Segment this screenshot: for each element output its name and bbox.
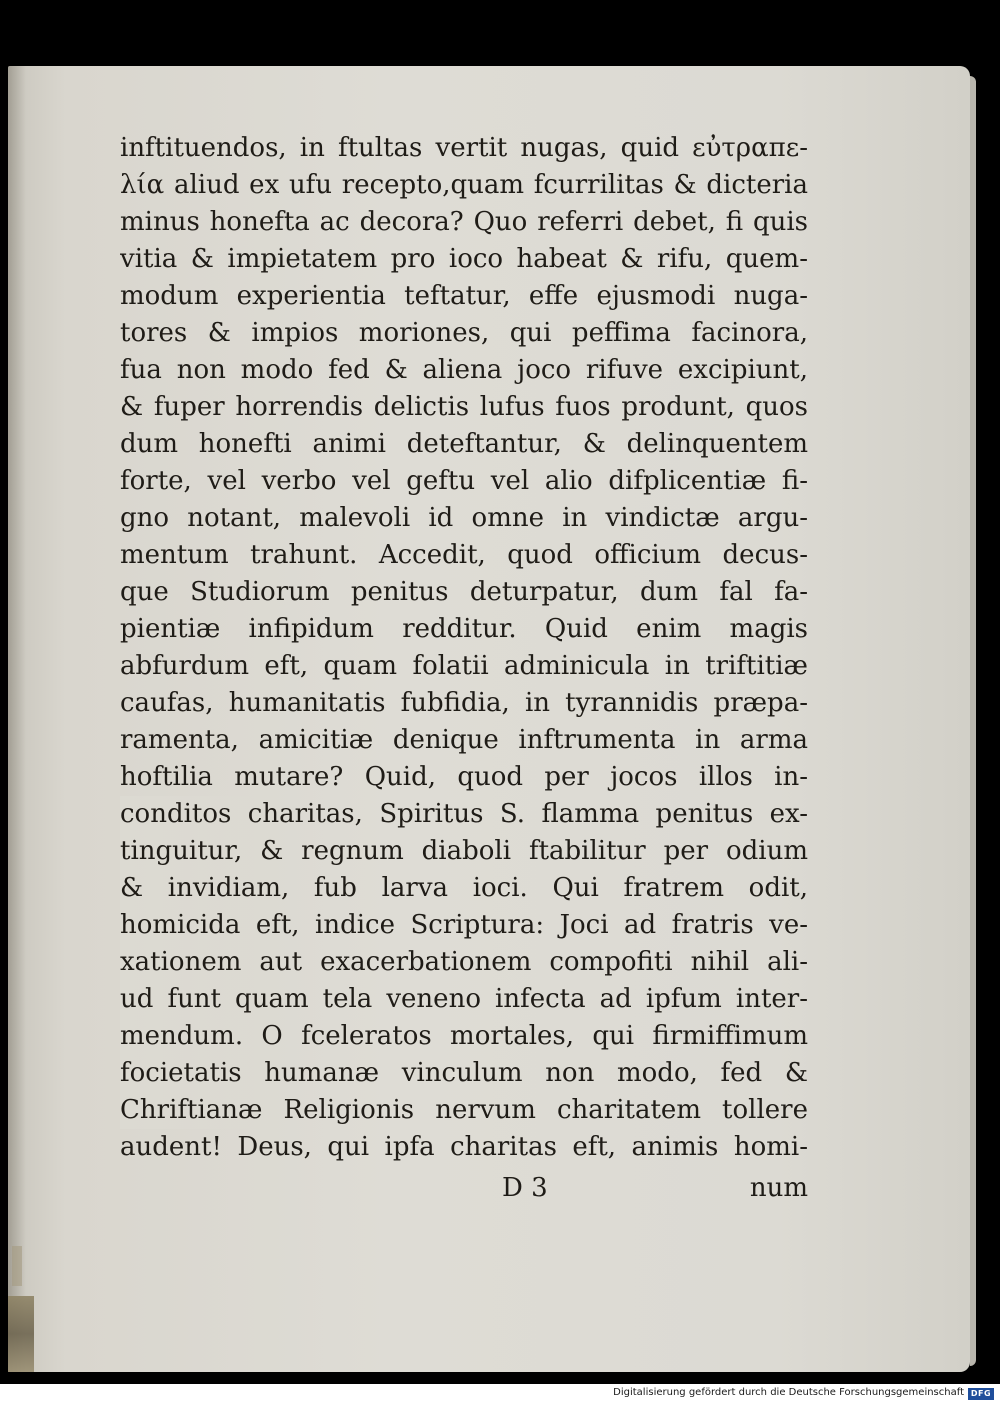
- catchword: num: [749, 1173, 808, 1203]
- text-line: forte, vel verbo vel geftu vel alio difplicentiæ fi-: [120, 466, 808, 496]
- page-footer: [120, 1170, 808, 1207]
- text-line: & fuper horrendis delictis lufus fuos produnt, quos: [120, 392, 808, 422]
- text-line: minus honefta ac decora? Quo referri debet, fi quis: [120, 207, 808, 237]
- signature-mark: D 3: [502, 1173, 548, 1203]
- text-line: focietatis humanæ vinculum non modo, fed &: [120, 1055, 808, 1092]
- text-line: mentum trahunt. Accedit, quod officium decus-: [120, 540, 808, 570]
- text-line: fua non modo fed & aliena joco rifuve excipiunt,: [120, 355, 808, 385]
- text-line: tores & impios moriones, qui peffima facinora,: [120, 318, 808, 348]
- spine-stain: [8, 1296, 34, 1372]
- text-line: dum honefti animi deteftantur, & delinquentem: [120, 429, 808, 459]
- body-text: [120, 130, 808, 1166]
- gutter-shadow: [8, 66, 26, 1372]
- text-line: inftituendos, in ftultas vertit nugas, quid εὐτραπε-: [120, 133, 808, 163]
- text-line: caufas, humanitatis fubfidia, in tyrannidis præpa-: [120, 688, 808, 718]
- page-edge: [970, 76, 976, 1366]
- text-line: homicida eft, indice Scriptura: Joci ad fratris ve-: [120, 907, 808, 944]
- text-line: pientiæ infipidum redditur. Quid enim magis: [120, 614, 808, 644]
- text-line: conditos charitas, Spiritus S. flamma penitus ex-: [120, 796, 808, 833]
- text-line: vitia & impietatem pro ioco habeat & rifu, quem-: [120, 244, 808, 274]
- text-line: modum experientia teftatur, effe ejusmodi nuga-: [120, 281, 808, 311]
- funding-bar: [0, 1384, 1000, 1404]
- text-line: λία aliud ex ufu recepto,quam fcurrilitas & dicteria: [120, 170, 808, 200]
- text-line: mendum. O fceleratos mortales, qui firmiffimum: [120, 1018, 808, 1055]
- spine-stain-upper: [12, 1246, 22, 1286]
- text-line: xationem aut exacerbationem compofiti nihil ali-: [120, 944, 808, 981]
- text-line: ud funt quam tela veneno infecta ad ipfum inter-: [120, 981, 808, 1018]
- text-line: audent! Deus, qui ipfa charitas eft, animis homi-: [120, 1132, 808, 1162]
- text-line: hoftilia mutare? Quid, quod per jocos illos in-: [120, 762, 808, 792]
- text-line: abfurdum eft, quam folatii adminicula in triftitiæ: [120, 651, 808, 681]
- text-line: & invidiam, fub larva ioci. Qui fratrem odit,: [120, 870, 808, 907]
- dfg-logo-icon: DFG: [968, 1388, 994, 1400]
- text-line: Chriftianæ Religionis nervum charitatem tollere: [120, 1092, 808, 1129]
- funding-notice: Digitalisierung gefördert durch die Deutsche Forschungsgemeinschaft: [613, 1387, 964, 1398]
- book-page: [8, 66, 970, 1372]
- text-line: ramenta, amicitiæ denique inftrumenta in arma: [120, 725, 808, 755]
- text-line: gno notant, malevoli id omne in vindictæ argu-: [120, 503, 808, 533]
- text-line: tinguitur, & regnum diaboli ftabilitur per odium: [120, 833, 808, 870]
- text-line: que Studiorum penitus deturpatur, dum fal fa-: [120, 577, 808, 607]
